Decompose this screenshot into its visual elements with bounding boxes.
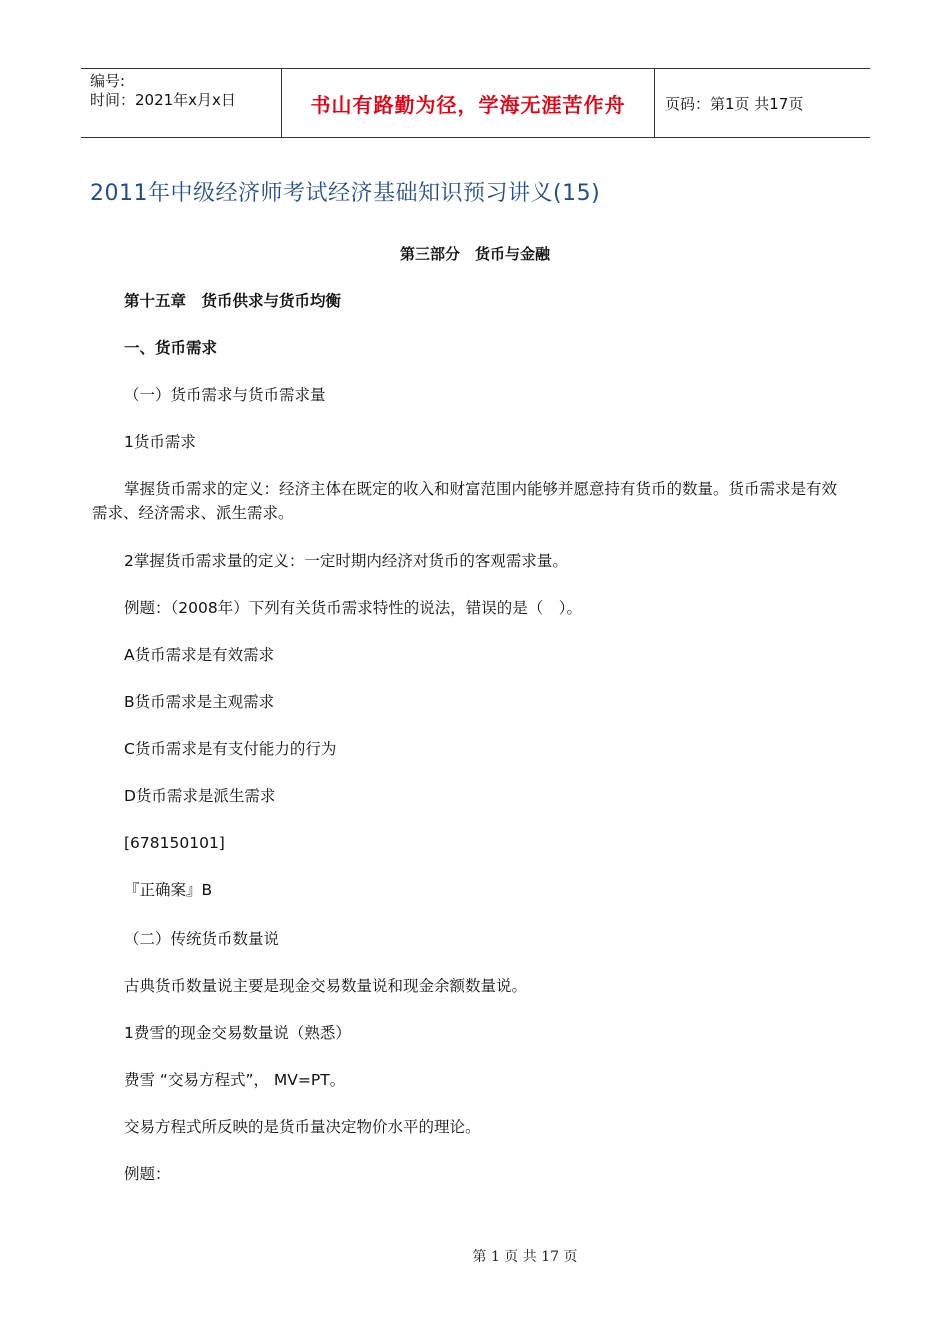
point-heading: 1货币需求	[124, 433, 196, 451]
definition-paragraph: 掌握货币需求的定义：经济主体在既定的收入和财富范围内能够并愿意持有货币的数量。货币需求是有效需求、经济需求、派生需求。	[92, 480, 838, 522]
part-title: 第三部分 货币与金融	[399, 245, 550, 263]
header-page-cell	[655, 69, 870, 137]
answer-text: 『正确案』B	[124, 881, 213, 899]
body-paragraph: 古典货币数量说主要是现金交易数量说和现金余额数量说。	[124, 977, 528, 995]
example-question: 例题：（2008年）下列有关货币需求特性的说法，错误的是（ ）。	[124, 599, 582, 617]
point-heading: 1费雪的现金交易数量说（熟悉）	[124, 1024, 351, 1042]
header-meta-cell	[81, 69, 282, 137]
example-label: 例题：	[124, 1165, 171, 1183]
formula-paragraph: 费雪 “交易方程式”， MV=PT。	[124, 1071, 346, 1089]
footer-page-number: 第 1 页 共 17 页	[472, 1249, 578, 1265]
date-label: 时间：2021年x月x日	[90, 91, 236, 109]
question-code: [678150101]	[124, 834, 225, 852]
motto-text: 书山有路勤为径，学海无涯苦作舟	[310, 92, 626, 117]
chapter-title: 第十五章 货币供求与货币均衡	[124, 292, 342, 310]
page-header	[81, 68, 870, 138]
number-label: 编号:	[90, 72, 126, 90]
option-d: D货币需求是派生需求	[124, 787, 276, 805]
header-motto-cell	[282, 69, 655, 137]
subsection-heading: （二）传统货币数量说	[124, 930, 280, 948]
document-title: 2011年中级经济师考试经济基础知识预习讲义(15)	[90, 181, 601, 206]
page-footer	[0, 1246, 950, 1266]
point-paragraph: 2掌握货币需求量的定义：一定时期内经济对货币的客观需求量。	[124, 552, 568, 570]
page-info: 页码：第1页 共17页	[665, 94, 804, 113]
option-b: B货币需求是主观需求	[124, 693, 275, 711]
option-a: A货币需求是有效需求	[124, 646, 275, 664]
subsection-heading: （一）货币需求与货币需求量	[124, 386, 326, 404]
section-heading: 一、货币需求	[124, 339, 218, 357]
option-c: C货币需求是有支付能力的行为	[124, 740, 337, 758]
body-paragraph: 交易方程式所反映的是货币量决定物价水平的理论。	[124, 1118, 481, 1136]
